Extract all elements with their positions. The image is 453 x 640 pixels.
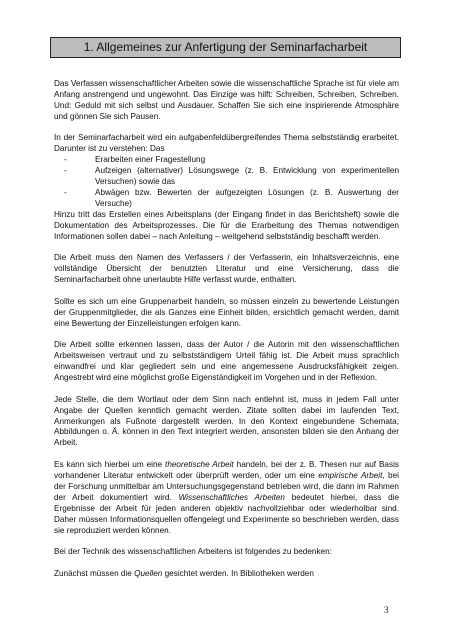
list-item [54, 188, 399, 210]
text-run: gesichtet werden. In Bibliotheken werden [162, 568, 314, 578]
text-run: Es kann sich hierbei um eine [54, 460, 166, 470]
paragraph-expectations: Die Arbeit sollte erkennen lassen, dass der Autor / die Autorin mit den wissenschaftlichen Arbeitsweisen vertraut und zu selbstständigem Urteil fähig ist. Die Arbeit muss sprachlich einwandfrei und klar gegliedert sein und eine angemessene Ausdrucksfähigkeit zeigen. Angestrebt wird eine möglichst große Eigenständigkeit im Vorgehen und in der Reflexion. [54, 340, 399, 383]
paragraph-task-intro: In der Seminarfacharbeit wird ein aufgabenfeldübergreifendes Thema selbstständig erarbeitet. Darunter ist zu verstehen: Das [54, 133, 399, 154]
list-item-text: Abwägen bzw. Bewerten der aufgezeigten Lösungen (z. B. Auswertung der Versuche) [95, 187, 399, 208]
list-dash: - [64, 155, 67, 165]
paragraph-group-work: Sollte es sich um eine Gruppenarbeit handeln, so müssen einzeln zu bewertende Leistungen der Gruppenmitglieder, die als Ganzes eine Einheit bilden, ersichtlich gemacht werden, damit eine Bewertung der Einzelleistungen erfolgen kann. [54, 296, 399, 328]
paragraph-technique: Bei der Technik des wissenschaftlichen Arbeitens ist folgendes zu bedenken: [54, 547, 332, 557]
list-dash: - [64, 187, 67, 197]
paragraph-workplan: Hinzu tritt das Erstellen eines Arbeitsplans (der Eingang findet in das Berichtsheft) sowie die Dokumentation des Arbeitsprozesses. Die für die Erarbeitung des Themas notwendigen Informationen sollen dabei – nach Anleitung – weitgehend selbstständig beschafft werden. [54, 209, 399, 241]
list-item-text: Erarbeiten einer Fragestellung [95, 155, 206, 165]
paragraph-requirements: Die Arbeit muss den Namen des Verfassers / der Verfasserin, ein Inhaltsverzeichnis, eine vollständige Übersicht der benutzten Literatur und eine Versicherung, dass die Seminarfacharbeit ohne unerlaubte Hilfe verfasst wurde, enthalten. [54, 253, 399, 285]
emphasis-empirical: empirische Arbeit [318, 470, 383, 480]
emphasis-theoretical: theoretische Arbeit [165, 460, 234, 470]
text-run: bedeutet hierbei, dass die Ergebnisse der Arbeit für jeden anderen objektiv nachvollziehbar oder wiederholbar sind. Daher müssen Informationsquellen offengelegt und Experimente so beschrieben werden, dass sie reproduziert werden können. [54, 492, 399, 535]
body-text [54, 79, 399, 591]
list-dash: - [64, 166, 67, 176]
emphasis-sources: Quellen [134, 568, 163, 578]
paragraph-intro: Das Verfassen wissenschaftlicher Arbeiten sowie die wissenschaftliche Sprache ist für viele am Anfang anstrengend und ungewohnt. Das Einzige was hilft: Schreiben, Schreiben, Schreiben. Und: Geduld mit sich selbst und Ausdauer. Schaffen Sie sich eine inspirierende Atmosphäre und gönnen Sie sich Pausen. [54, 79, 399, 121]
page-number: 3 [384, 605, 389, 615]
paragraph-sources [54, 569, 399, 580]
emphasis-scientific: Wissenschaftliches Arbeiten [178, 492, 285, 502]
paragraph-work-types [54, 460, 399, 536]
text-run: handeln, bei der z. B. Thesen nur auf Basis vorhandener Literatur entwickelt oder überprüft werden, oder um eine [54, 460, 399, 480]
list-item [54, 166, 399, 188]
list-item-text: Aufzeigen (alternativer) Lösungswege (z. B. Entwicklung von experimentellen Versuchen) sowie das [95, 166, 399, 187]
paragraph-citations: Jede Stelle, die dem Wortlaut oder dem Sinn nach entlehnt ist, muss in jedem Fall unter Angabe der Quellen kenntlich gemacht werden. Zitate sollten dabei im laufenden Text, Anmerkungen als Fußnote dargestellt werden. In den Kontext eingebundene Schemata, Abbildungen o. Ä. können in den Text integriert werden, ansonsten bilden sie den Anhang der Arbeit. [54, 394, 399, 448]
text-run: Zunächst müssen die [54, 568, 135, 578]
list-item [54, 155, 399, 166]
section-title: 1. Allgemeines zur Anfertigung der Seminarfacharbeit [50, 37, 401, 58]
task-list [54, 155, 399, 210]
text-run: , bei der Forschung unmittelbar am Untersuchungsgegenstand betrieben wird, die dann im Rahmen der Arbeit dokumentiert wird. [54, 470, 399, 502]
